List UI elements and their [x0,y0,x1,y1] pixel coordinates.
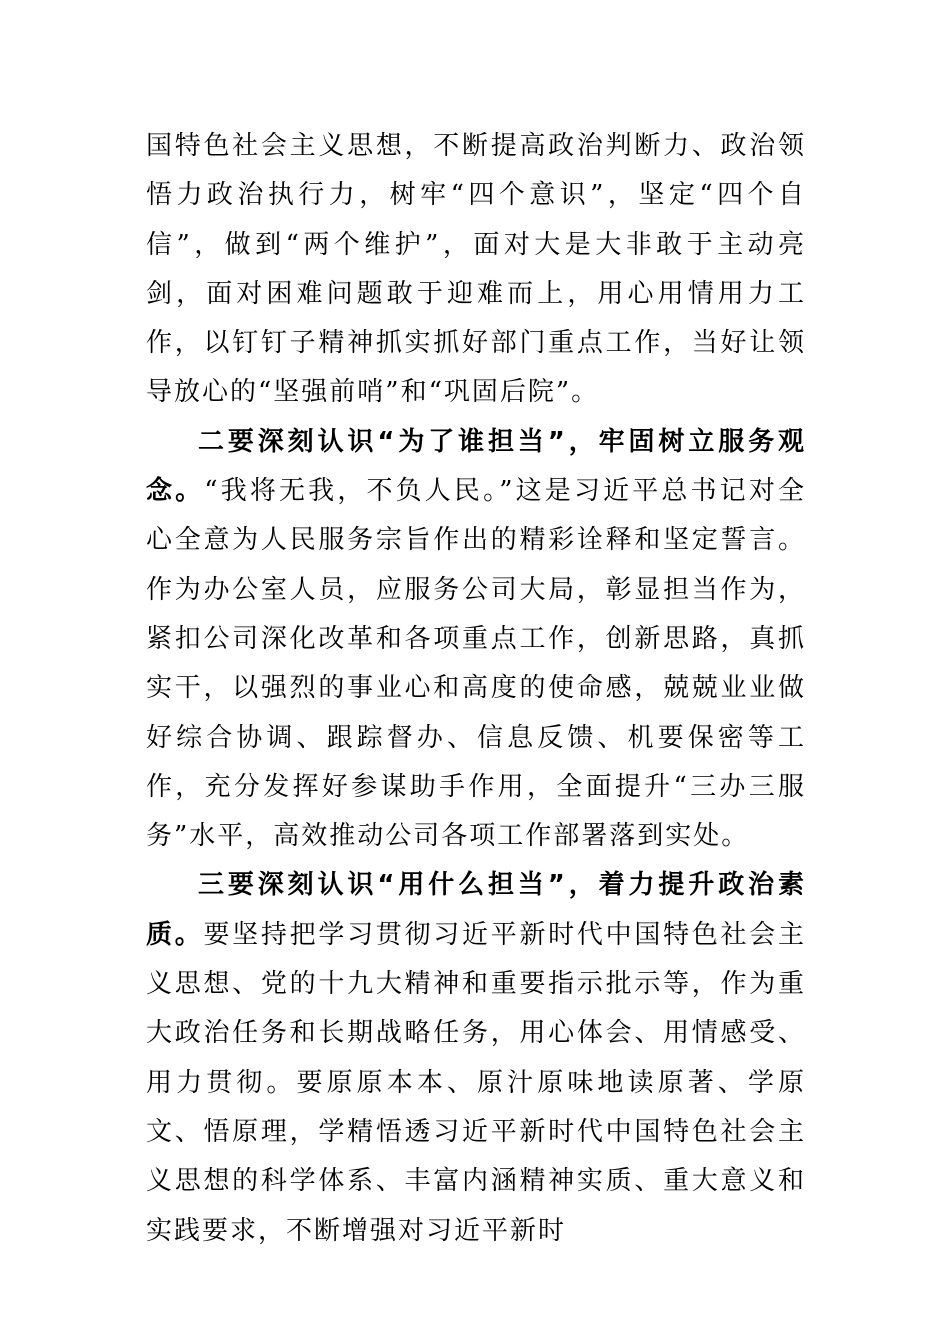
paragraph-text: 国特色社会主义思想，不断提高政治判断力、政治领悟力政治执行力，树牢“四个意识”，坚定“四个自信”，做到“两个维护”，面对大是大非敢于主动亮剑，面对困难问题敢于迎难而上，用心用情用力工作，以钉钉子精神抓实抓好部门重点工作，当好让领导放心的“坚强前哨”和“巩固后院”。 [146,131,806,408]
paragraph-continued [146,122,806,418]
paragraph-text: “我将无我，不负人民。”这是习近平总书记对全心全意为人民服务宗旨作出的精彩诠释和坚定誓言。作为办公室人员，应服务公司大局，彰显担当作为，紧扣公司深化改革和各项重点工作，创新思路，真抓实干，以强烈的事业心和高度的使命感，兢兢业业做好综合协调、跟踪督办、信息反馈、机要保密等工作，充分发挥好参谋助手作用，全面提升“三办三服务”水平，高效推动公司各项工作部署落到实处。 [146,476,806,852]
paragraph-political-quality [146,861,806,1255]
paragraph-text: 要坚持把学习贯彻习近平新时代中国特色社会主义思想、党的十九大精神和重要指示批示等，作为重大政治任务和长期战略任务，用心体会、用情感受、用力贯彻。要原原本本、原汁原味地读原著、学原文、悟原理，学精悟透习近平新时代中国特色社会主义思想的科学体系、丰富内涵精神实质、重大意义和实践要求，不断增强对习近平新时 [146,919,806,1246]
section-heading: 二要深刻认识“为了谁担当”，牢固树立服务观念。 [146,426,806,507]
document-body [146,122,806,1256]
paragraph-service-concept [146,418,806,862]
section-heading: 三要深刻认识“用什么担当”，着力提升政治素质。 [146,870,806,950]
